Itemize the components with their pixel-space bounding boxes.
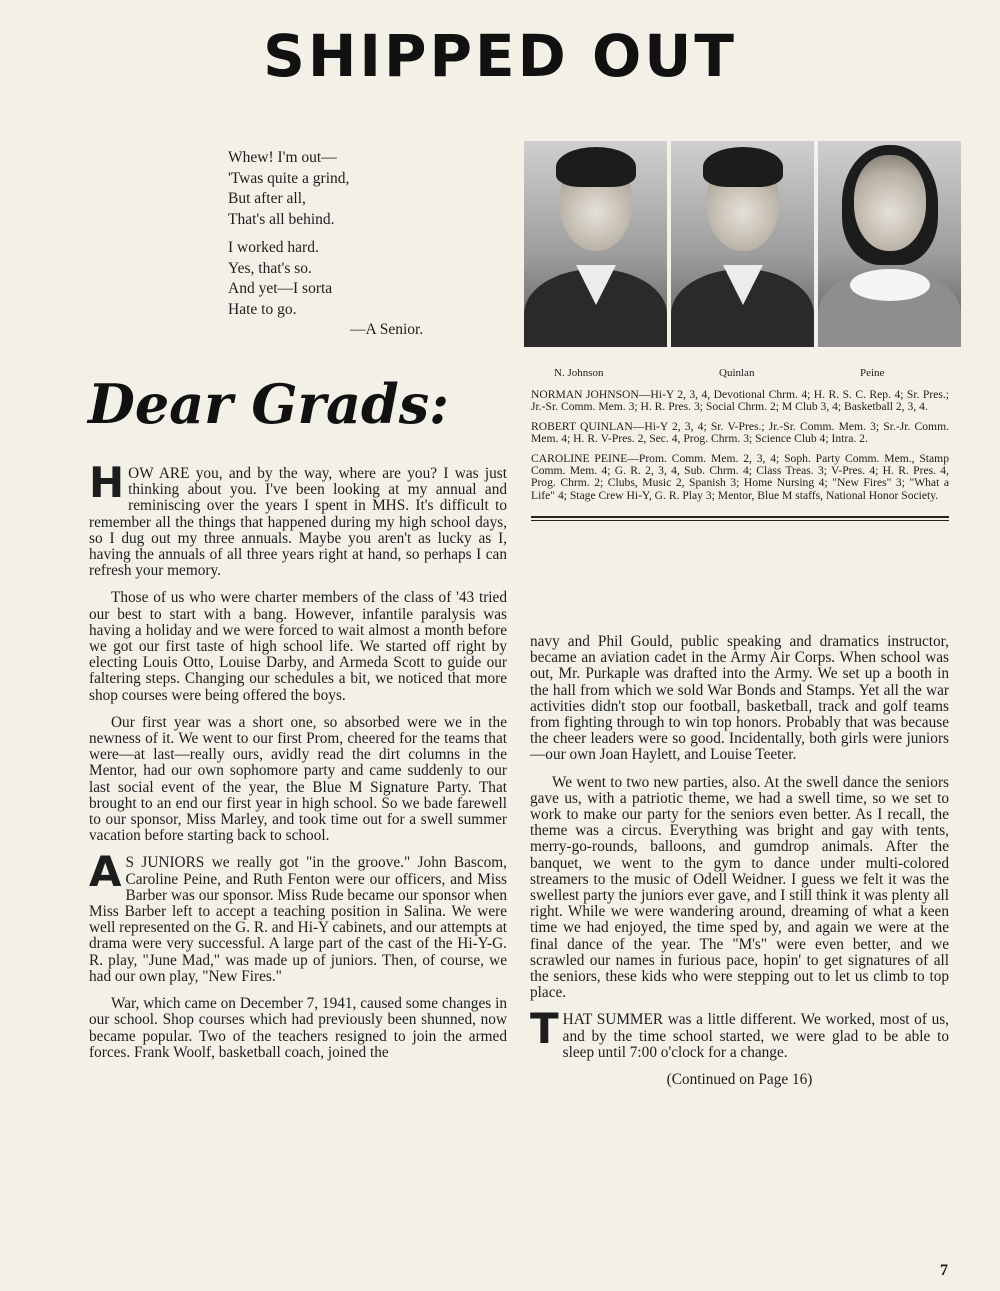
article-paragraph: HOW ARE you, and by the way, where are you? I was just thinking about you. I've been looking at my annual and reminiscing over the years I spent in MHS. It's difficult to remember all the things that happened during my high school days, so I dug out my three annuals. Maybe you aren't as lucky as I, having the annuals of all three years right at hand, so perhaps I can refresh your memory. — [89, 458, 507, 580]
photo-caption: N. Johnson — [554, 367, 604, 379]
article-paragraph: War, which came on December 7, 1941, caused some changes in our school. Shop courses which had previously been shunned, now became popular. Two of the teachers resigned to join the armed forces. Frank Woolf, basketball coach, joined the — [89, 995, 507, 1061]
poem-line: I worked hard. — [228, 239, 319, 256]
poem-line: But after all, — [228, 190, 306, 207]
photo-caption: Peine — [860, 367, 885, 379]
senior-bios — [531, 389, 949, 521]
article-column-left — [89, 458, 507, 1072]
bio-entry: CAROLINE PEINE—Prom. Comm. Mem. 2, 3, 4; Soph. Party Comm. Mem., Stamp Comm. Mem. 4; G. R. 2, 3, 4, Sub. Chrm. 4; Class Treas. 3; V-Pres. 4; H. R. Pres. 4, Prog. Chrm. 2; Clubs, Music 2, Spanish 3; Home Nursing 4; "New Fires" 3; "What a Life" 4; Stage Crew Hi-Y, G. R. Play 3; Mentor, Blue M staffs, National Honor Society. — [531, 451, 949, 502]
article-paragraph: navy and Phil Gould, public speaking and dramatics instructor, became an aviation cadet in the Army Air Corps. When school was out, Mr. Purkaple was drafted into the Army. We set up a booth in the hall from which we sold War Bonds and Stamps. Yet all the war activities didn't stop our football, basketball, track and golf teams from fighting through to win top honors. Probably that was because the cheer leaders were so good. Incidentally, both girls were juniors—our own Joan Haylett, and Louise Teeter. — [530, 633, 949, 764]
poem-stanza-1 — [228, 148, 458, 230]
article-heading: Dear Grads: — [88, 372, 450, 436]
page-number: 7 — [940, 1262, 948, 1279]
article-paragraph: THAT SUMMER was a little different. We worked, most of us, and by the time school started, we were glad to be able to sleep until 7:00 o'clock for a change. — [530, 1004, 949, 1061]
continued-note: (Continued on Page 16) — [666, 1071, 813, 1089]
article-paragraph: A S JUNIORS we really got "in the groove." John Bascom, Caroline Peine, and Ruth Fenton were our officers, and Miss Barber was our sponsor. Miss Rude became our sponsor when Miss Barber left to accept a teaching position in Salina. We were well represented on the G. R. and Hi-Y cabinets, and our attempts at drama were very successful. A large part of the cast of the Hi-Y-G. R. play, "June Mad," was made up of juniors. Then, of course, we had our own play, "New Fires." — [89, 847, 507, 985]
page-title: SHIPPED OUT — [263, 22, 737, 90]
poem-attribution: —A Senior. — [350, 321, 424, 338]
poem-line: Hate to go. — [228, 300, 297, 318]
drop-cap: H — [89, 458, 125, 507]
section-divider — [531, 516, 949, 521]
poem-line: That's all behind. — [228, 210, 335, 228]
senior-photos — [524, 141, 961, 347]
poem — [228, 148, 458, 349]
poem-line: Yes, that's so. — [228, 259, 312, 277]
article-paragraph: Our first year was a short one, so absorbed were we in the newness of it. We went to our first Prom, cheered for the teams that were—at last—really ours, avidly read the dirt columns in the Mentor, had our own sophomore party and came suddenly to our last social event of the year, the Blue M Signature Party. That brought to an end our first year in high school. So we bade farewell to our sponsor, Miss Marley, and took time out for a swell summer vacation before starting back to school. — [89, 713, 507, 845]
portrait-photo — [818, 141, 961, 347]
article-column-right — [530, 634, 949, 1099]
bio-entry: NORMAN JOHNSON—Hi-Y 2, 3, 4, Devotional Chrm. 4; H. R. S. C. Rep. 4; Sr. Pres.; Jr.-Sr. Comm. Mem. 3; H. R. Pres. 3; Social Chrm. 2; M Club 3, 4; Basketball 2, 3, 4. — [531, 388, 949, 414]
article-paragraph: We went to two new parties, also. At the swell dance the seniors gave us, with a patriotic theme, we had a swell time, so we set to work to make our party for the seniors even better. As I recall, the theme was a circus. Everything was bright and gay with tents, merry-go-rounds, balloons, and gumdrop animals. After the banquet, we went to the gym to dance under multi-colored streamers to the music of Odell Weidner. I guess we felt it was the swellest party the juniors ever gave, and I still think it was plenty all right. While we were wandering around, dreaming of what a keen time we had enjoyed, the time sped by, and again we were at the final dance of the year. The "M's" were even better, and we scrawled our names in furious pace, hopin' to get signatures of all the seniors, these kids who were stepping out to let us climb to top place. — [530, 773, 949, 1002]
portrait-photo — [524, 141, 667, 347]
drop-cap: A — [89, 847, 122, 897]
article-paragraph: Those of us who were charter members of the class of '43 tried our best to start with a bang. However, infantile paralysis was having a holiday and we were forced to wait almost a month before we got our first taste of high school life. We started off right by electing Louis Otto, Louise Darby, and Armeda Scott to guide our faltering steps. Changing our schedules a bit, we noticed that more shop courses were being offered the boys. — [89, 589, 507, 704]
poem-line: And yet—I sorta — [228, 280, 333, 297]
bio-entry: ROBERT QUINLAN—Hi-Y 2, 3, 4; Sr. V-Pres.; Jr.-Sr. Comm. Mem. 3; Sr.-Jr. Comm. Mem. 4; H. R. V-Pres. 2, Sec. 4, Prog. Chrm. 3; Science Club 4; Intra. 2. — [531, 419, 949, 446]
poem-line: 'Twas quite a grind, — [228, 169, 350, 187]
drop-cap: T — [530, 1004, 559, 1054]
portrait-photo — [671, 141, 814, 347]
poem-stanza-2 — [228, 238, 458, 341]
photo-caption: Quinlan — [719, 367, 755, 379]
poem-line: Whew! I'm out— — [228, 149, 337, 166]
